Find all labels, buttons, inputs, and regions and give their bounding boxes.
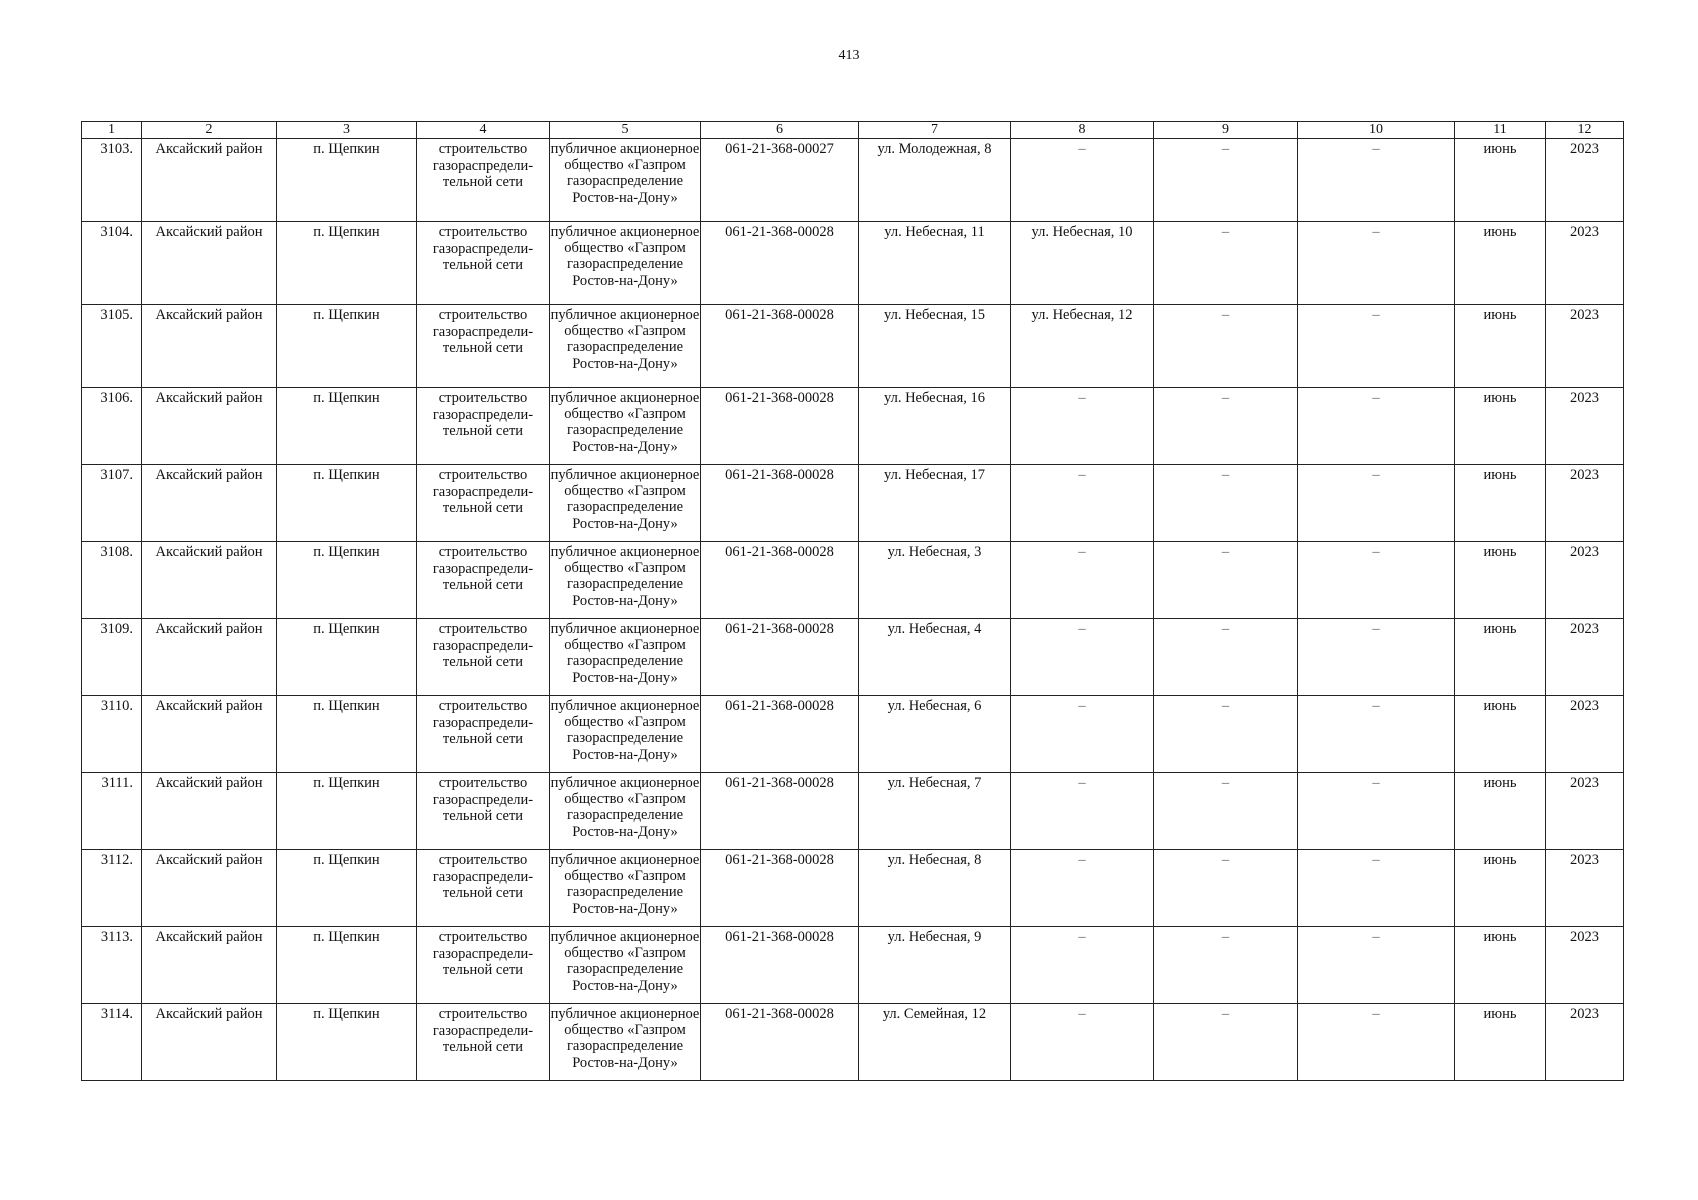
year-cell: 2023 bbox=[1546, 139, 1624, 222]
table-row bbox=[82, 542, 1624, 619]
registry-code-cell: 061-21-368-00028 bbox=[701, 305, 859, 388]
registry-code-cell: 061-21-368-00028 bbox=[701, 619, 859, 696]
registry-code-cell: 061-21-368-00028 bbox=[701, 850, 859, 927]
table-row bbox=[82, 1004, 1624, 1081]
district-cell: Аксайский район bbox=[142, 619, 277, 696]
column-9-cell: – bbox=[1154, 542, 1298, 619]
work-type-cell: строительство газораспредели-тельной сети bbox=[417, 850, 550, 927]
organization-cell: публичное акционерное общество «Газпром газораспределение Ростов-на-Дону» bbox=[550, 619, 701, 696]
work-type-cell: строительство газораспредели-тельной сети bbox=[417, 927, 550, 1004]
month-cell: июнь bbox=[1455, 139, 1546, 222]
table-row bbox=[82, 927, 1624, 1004]
registry-code-cell: 061-21-368-00028 bbox=[701, 1004, 859, 1081]
row-number-cell: 3104. bbox=[82, 222, 142, 305]
second-address-cell: – bbox=[1011, 139, 1154, 222]
column-9-cell: – bbox=[1154, 388, 1298, 465]
table-row bbox=[82, 139, 1624, 222]
month-cell: июнь bbox=[1455, 305, 1546, 388]
column-10-cell: – bbox=[1298, 619, 1455, 696]
settlement-cell: п. Щепкин bbox=[277, 542, 417, 619]
settlement-cell: п. Щепкин bbox=[277, 1004, 417, 1081]
organization-cell: публичное акционерное общество «Газпром газораспределение Ростов-на-Дону» bbox=[550, 927, 701, 1004]
row-number-cell: 3111. bbox=[82, 773, 142, 850]
organization-cell: публичное акционерное общество «Газпром газораспределение Ростов-на-Дону» bbox=[550, 696, 701, 773]
year-cell: 2023 bbox=[1546, 388, 1624, 465]
registry-table bbox=[81, 121, 1624, 1081]
row-number-cell: 3109. bbox=[82, 619, 142, 696]
column-10-cell: – bbox=[1298, 696, 1455, 773]
settlement-cell: п. Щепкин bbox=[277, 619, 417, 696]
month-cell: июнь bbox=[1455, 619, 1546, 696]
organization-cell: публичное акционерное общество «Газпром газораспределение Ростов-на-Дону» bbox=[550, 542, 701, 619]
district-cell: Аксайский район bbox=[142, 850, 277, 927]
column-10-cell: – bbox=[1298, 305, 1455, 388]
district-cell: Аксайский район bbox=[142, 927, 277, 1004]
month-cell: июнь bbox=[1455, 1004, 1546, 1081]
row-number-cell: 3108. bbox=[82, 542, 142, 619]
table-row bbox=[82, 619, 1624, 696]
registry-code-cell: 061-21-368-00028 bbox=[701, 542, 859, 619]
registry-code-cell: 061-21-368-00028 bbox=[701, 773, 859, 850]
address-cell: ул. Небесная, 6 bbox=[859, 696, 1011, 773]
column-header: 2 bbox=[142, 122, 277, 139]
month-cell: июнь bbox=[1455, 773, 1546, 850]
district-cell: Аксайский район bbox=[142, 222, 277, 305]
column-header: 6 bbox=[701, 122, 859, 139]
column-9-cell: – bbox=[1154, 696, 1298, 773]
year-cell: 2023 bbox=[1546, 1004, 1624, 1081]
year-cell: 2023 bbox=[1546, 305, 1624, 388]
column-10-cell: – bbox=[1298, 139, 1455, 222]
column-9-cell: – bbox=[1154, 927, 1298, 1004]
column-header: 1 bbox=[82, 122, 142, 139]
second-address-cell: – bbox=[1011, 696, 1154, 773]
address-cell: ул. Небесная, 15 bbox=[859, 305, 1011, 388]
row-number-cell: 3113. bbox=[82, 927, 142, 1004]
second-address-cell: ул. Небесная, 12 bbox=[1011, 305, 1154, 388]
year-cell: 2023 bbox=[1546, 222, 1624, 305]
year-cell: 2023 bbox=[1546, 773, 1624, 850]
address-cell: ул. Небесная, 3 bbox=[859, 542, 1011, 619]
column-9-cell: – bbox=[1154, 619, 1298, 696]
district-cell: Аксайский район bbox=[142, 465, 277, 542]
registry-code-cell: 061-21-368-00028 bbox=[701, 465, 859, 542]
month-cell: июнь bbox=[1455, 927, 1546, 1004]
column-10-cell: – bbox=[1298, 773, 1455, 850]
work-type-cell: строительство газораспредели-тельной сети bbox=[417, 139, 550, 222]
column-9-cell: – bbox=[1154, 773, 1298, 850]
second-address-cell: – bbox=[1011, 542, 1154, 619]
column-header: 10 bbox=[1298, 122, 1455, 139]
column-9-cell: – bbox=[1154, 222, 1298, 305]
organization-cell: публичное акционерное общество «Газпром газораспределение Ростов-на-Дону» bbox=[550, 139, 701, 222]
address-cell: ул. Небесная, 9 bbox=[859, 927, 1011, 1004]
address-cell: ул. Молодежная, 8 bbox=[859, 139, 1011, 222]
column-10-cell: – bbox=[1298, 1004, 1455, 1081]
column-10-cell: – bbox=[1298, 465, 1455, 542]
column-9-cell: – bbox=[1154, 1004, 1298, 1081]
column-header: 5 bbox=[550, 122, 701, 139]
month-cell: июнь bbox=[1455, 850, 1546, 927]
second-address-cell: – bbox=[1011, 619, 1154, 696]
organization-cell: публичное акционерное общество «Газпром газораспределение Ростов-на-Дону» bbox=[550, 465, 701, 542]
work-type-cell: строительство газораспредели-тельной сети bbox=[417, 542, 550, 619]
column-9-cell: – bbox=[1154, 139, 1298, 222]
column-10-cell: – bbox=[1298, 850, 1455, 927]
month-cell: июнь bbox=[1455, 222, 1546, 305]
second-address-cell: – bbox=[1011, 465, 1154, 542]
column-header: 9 bbox=[1154, 122, 1298, 139]
month-cell: июнь bbox=[1455, 542, 1546, 619]
table-row bbox=[82, 465, 1624, 542]
address-cell: ул. Небесная, 7 bbox=[859, 773, 1011, 850]
work-type-cell: строительство газораспредели-тельной сети bbox=[417, 773, 550, 850]
column-header: 4 bbox=[417, 122, 550, 139]
month-cell: июнь bbox=[1455, 388, 1546, 465]
organization-cell: публичное акционерное общество «Газпром газораспределение Ростов-на-Дону» bbox=[550, 305, 701, 388]
column-number-row bbox=[82, 122, 1624, 139]
organization-cell: публичное акционерное общество «Газпром газораспределение Ростов-на-Дону» bbox=[550, 1004, 701, 1081]
district-cell: Аксайский район bbox=[142, 773, 277, 850]
year-cell: 2023 bbox=[1546, 696, 1624, 773]
column-9-cell: – bbox=[1154, 305, 1298, 388]
settlement-cell: п. Щепкин bbox=[277, 139, 417, 222]
work-type-cell: строительство газораспредели-тельной сети bbox=[417, 388, 550, 465]
second-address-cell: – bbox=[1011, 388, 1154, 465]
registry-code-cell: 061-21-368-00028 bbox=[701, 388, 859, 465]
organization-cell: публичное акционерное общество «Газпром газораспределение Ростов-на-Дону» bbox=[550, 388, 701, 465]
table-row bbox=[82, 773, 1624, 850]
column-header: 11 bbox=[1455, 122, 1546, 139]
second-address-cell: – bbox=[1011, 927, 1154, 1004]
row-number-cell: 3114. bbox=[82, 1004, 142, 1081]
district-cell: Аксайский район bbox=[142, 305, 277, 388]
settlement-cell: п. Щепкин bbox=[277, 305, 417, 388]
district-cell: Аксайский район bbox=[142, 388, 277, 465]
address-cell: ул. Семейная, 12 bbox=[859, 1004, 1011, 1081]
registry-code-cell: 061-21-368-00027 bbox=[701, 139, 859, 222]
work-type-cell: строительство газораспредели-тельной сети bbox=[417, 619, 550, 696]
settlement-cell: п. Щепкин bbox=[277, 927, 417, 1004]
table-row bbox=[82, 850, 1624, 927]
settlement-cell: п. Щепкин bbox=[277, 222, 417, 305]
year-cell: 2023 bbox=[1546, 542, 1624, 619]
column-10-cell: – bbox=[1298, 542, 1455, 619]
table-row bbox=[82, 305, 1624, 388]
district-cell: Аксайский район bbox=[142, 696, 277, 773]
row-number-cell: 3106. bbox=[82, 388, 142, 465]
settlement-cell: п. Щепкин bbox=[277, 773, 417, 850]
row-number-cell: 3110. bbox=[82, 696, 142, 773]
district-cell: Аксайский район bbox=[142, 1004, 277, 1081]
organization-cell: публичное акционерное общество «Газпром газораспределение Ростов-на-Дону» bbox=[550, 850, 701, 927]
column-header: 8 bbox=[1011, 122, 1154, 139]
month-cell: июнь bbox=[1455, 465, 1546, 542]
column-10-cell: – bbox=[1298, 927, 1455, 1004]
address-cell: ул. Небесная, 8 bbox=[859, 850, 1011, 927]
column-header: 12 bbox=[1546, 122, 1624, 139]
row-number-cell: 3105. bbox=[82, 305, 142, 388]
column-9-cell: – bbox=[1154, 465, 1298, 542]
column-10-cell: – bbox=[1298, 388, 1455, 465]
address-cell: ул. Небесная, 16 bbox=[859, 388, 1011, 465]
table-body bbox=[82, 139, 1624, 1081]
row-number-cell: 3112. bbox=[82, 850, 142, 927]
second-address-cell: – bbox=[1011, 1004, 1154, 1081]
district-cell: Аксайский район bbox=[142, 139, 277, 222]
settlement-cell: п. Щепкин bbox=[277, 850, 417, 927]
column-10-cell: – bbox=[1298, 222, 1455, 305]
registry-code-cell: 061-21-368-00028 bbox=[701, 927, 859, 1004]
registry-code-cell: 061-21-368-00028 bbox=[701, 696, 859, 773]
page-number: 413 bbox=[838, 48, 860, 63]
second-address-cell: ул. Небесная, 10 bbox=[1011, 222, 1154, 305]
column-header: 7 bbox=[859, 122, 1011, 139]
settlement-cell: п. Щепкин bbox=[277, 388, 417, 465]
organization-cell: публичное акционерное общество «Газпром газораспределение Ростов-на-Дону» bbox=[550, 773, 701, 850]
address-cell: ул. Небесная, 4 bbox=[859, 619, 1011, 696]
second-address-cell: – bbox=[1011, 850, 1154, 927]
row-number-cell: 3103. bbox=[82, 139, 142, 222]
work-type-cell: строительство газораспредели-тельной сети bbox=[417, 1004, 550, 1081]
row-number-cell: 3107. bbox=[82, 465, 142, 542]
year-cell: 2023 bbox=[1546, 619, 1624, 696]
work-type-cell: строительство газораспредели-тельной сети bbox=[417, 222, 550, 305]
district-cell: Аксайский район bbox=[142, 542, 277, 619]
work-type-cell: строительство газораспредели-тельной сети bbox=[417, 305, 550, 388]
work-type-cell: строительство газораспредели-тельной сети bbox=[417, 465, 550, 542]
year-cell: 2023 bbox=[1546, 927, 1624, 1004]
organization-cell: публичное акционерное общество «Газпром газораспределение Ростов-на-Дону» bbox=[550, 222, 701, 305]
work-type-cell: строительство газораспредели-тельной сети bbox=[417, 696, 550, 773]
year-cell: 2023 bbox=[1546, 465, 1624, 542]
settlement-cell: п. Щепкин bbox=[277, 465, 417, 542]
year-cell: 2023 bbox=[1546, 850, 1624, 927]
table-row bbox=[82, 696, 1624, 773]
settlement-cell: п. Щепкин bbox=[277, 696, 417, 773]
table-row bbox=[82, 222, 1624, 305]
registry-code-cell: 061-21-368-00028 bbox=[701, 222, 859, 305]
column-9-cell: – bbox=[1154, 850, 1298, 927]
second-address-cell: – bbox=[1011, 773, 1154, 850]
address-cell: ул. Небесная, 11 bbox=[859, 222, 1011, 305]
address-cell: ул. Небесная, 17 bbox=[859, 465, 1011, 542]
month-cell: июнь bbox=[1455, 696, 1546, 773]
table-row bbox=[82, 388, 1624, 465]
column-header: 3 bbox=[277, 122, 417, 139]
